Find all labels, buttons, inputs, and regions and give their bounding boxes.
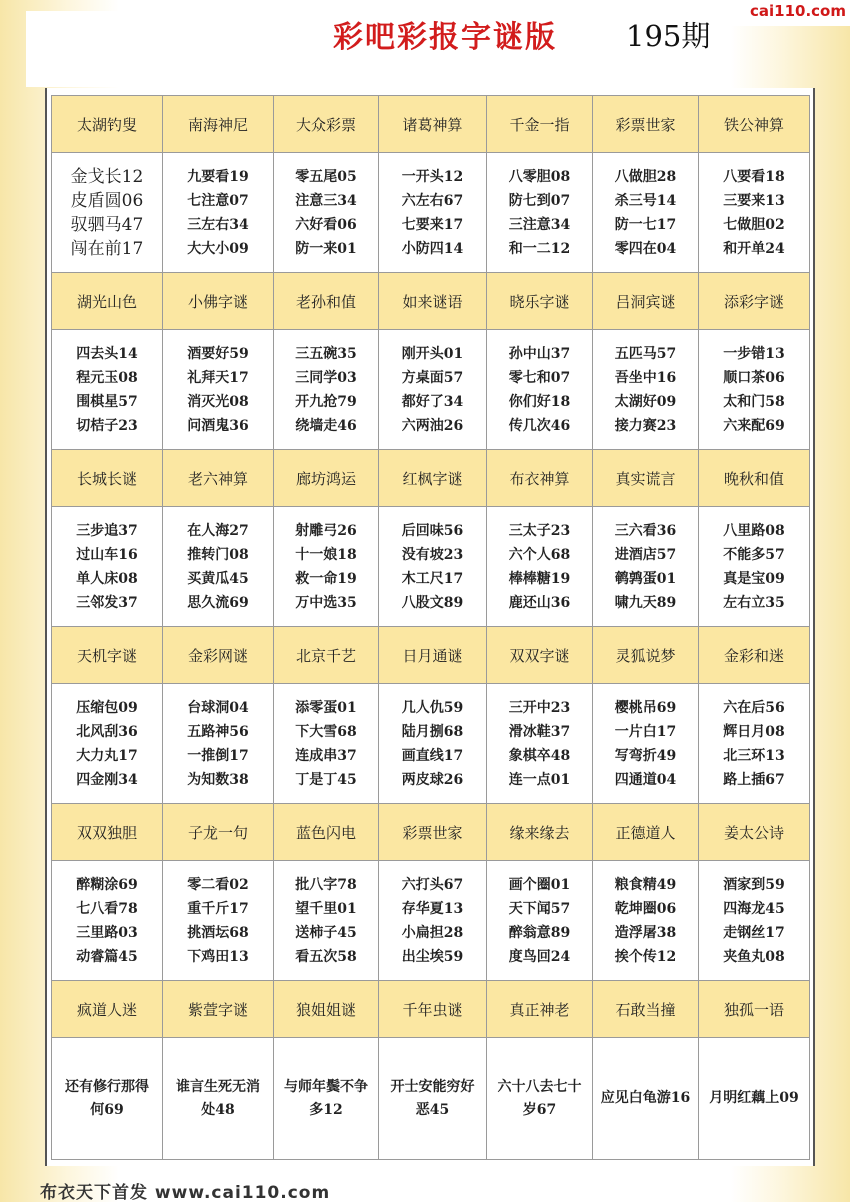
prediction-row <box>52 153 810 273</box>
header-row <box>52 450 810 507</box>
prediction-item: 谁言生死无消 <box>176 1078 260 1095</box>
prediction-item: 存华夏13 <box>401 900 464 917</box>
column-header: 蓝色闪电 <box>274 804 379 861</box>
column-header: 金彩和迷 <box>699 627 810 684</box>
prediction-item: 多12 <box>309 1101 343 1118</box>
column-header: 千金一指 <box>487 96 593 153</box>
header-row <box>52 804 810 861</box>
prediction-item: 北风刮36 <box>76 723 138 740</box>
prediction-item: 过山车16 <box>76 546 138 563</box>
prediction-item: 十一娘18 <box>295 546 357 563</box>
prediction-item: 绕墙走46 <box>295 417 357 434</box>
prediction-item: 动睿篇45 <box>76 948 138 965</box>
prediction-cell <box>593 1038 699 1160</box>
prediction-item: 后回味56 <box>401 522 464 539</box>
prediction-item: 零二看02 <box>187 876 249 893</box>
prediction-cell <box>274 507 379 627</box>
prediction-item: 写弯折49 <box>614 747 677 764</box>
column-header: 子龙一句 <box>163 804 274 861</box>
prediction-item: 三五碗35 <box>295 345 357 362</box>
prediction-item: 刚开头01 <box>401 345 464 362</box>
prediction-item: 防一七17 <box>614 216 677 233</box>
prediction-item: 三里路03 <box>76 924 138 941</box>
prediction-item: 走钢丝17 <box>723 924 785 941</box>
prediction-cell <box>52 330 163 450</box>
column-header: 姜太公诗 <box>699 804 810 861</box>
column-header: 真实谎言 <box>593 450 699 507</box>
prediction-item: 大力丸17 <box>76 747 138 764</box>
prediction-item: 挨个传12 <box>614 948 677 965</box>
prediction-item: 醉糊涂69 <box>76 876 138 893</box>
column-header: 双双独胆 <box>52 804 163 861</box>
prediction-item: 传几次46 <box>508 417 571 434</box>
prediction-item: 万中选35 <box>295 594 357 611</box>
prediction-item: 驭驷马47 <box>70 214 144 235</box>
prediction-row <box>52 330 810 450</box>
prediction-cell <box>52 861 163 981</box>
column-header: 正德道人 <box>593 804 699 861</box>
prediction-item: 太湖好09 <box>614 393 677 410</box>
prediction-item: 应见白龟游16 <box>600 1090 691 1106</box>
prediction-item: 月明红藕上09 <box>709 1090 799 1106</box>
prediction-item: 四通道04 <box>614 771 677 788</box>
prediction-item: 滑冰鞋37 <box>508 723 571 740</box>
prediction-item: 救一命19 <box>295 570 357 587</box>
prediction-item: 送柿子45 <box>295 924 357 941</box>
prediction-item: 六左右67 <box>401 192 464 209</box>
prediction-cell <box>379 507 487 627</box>
prediction-cell <box>379 1038 487 1160</box>
prediction-item: 没有坡23 <box>401 546 464 563</box>
prediction-item: 八做胆28 <box>614 168 677 185</box>
column-header: 铁公神算 <box>699 96 810 153</box>
prediction-cell <box>487 153 593 273</box>
prediction-item: 不能多57 <box>723 546 785 563</box>
prediction-cell <box>699 861 810 981</box>
column-header: 如来谜语 <box>379 273 487 330</box>
column-header: 红枫字谜 <box>379 450 487 507</box>
prediction-item: 程元玉08 <box>76 369 138 386</box>
blank-area-left <box>26 11 289 87</box>
prediction-cell <box>487 861 593 981</box>
prediction-cell <box>52 684 163 804</box>
prediction-item: 棒棒糖19 <box>508 570 571 587</box>
prediction-item: 七八看78 <box>76 900 138 917</box>
prediction-cell <box>593 684 699 804</box>
prediction-cell <box>163 330 274 450</box>
prediction-item: 八里路08 <box>723 522 785 539</box>
prediction-cell <box>593 330 699 450</box>
prediction-item: 度鸟回24 <box>508 948 571 965</box>
prediction-item: 七注意07 <box>187 192 249 209</box>
prediction-item: 路上插67 <box>723 771 785 788</box>
prediction-item: 三步追37 <box>76 522 138 539</box>
prediction-item: 小扁担28 <box>401 924 464 941</box>
prediction-item: 一片白17 <box>614 723 677 740</box>
prediction-item: 一推倒17 <box>187 747 249 764</box>
column-header: 疯道人迷 <box>52 981 163 1038</box>
prediction-item: 象棋卒48 <box>508 747 571 764</box>
prediction-item: 问酒鬼36 <box>187 417 249 434</box>
page-title: 彩吧彩报字谜版 <box>333 20 557 55</box>
prediction-item: 零四在04 <box>614 240 677 257</box>
header-row <box>52 273 810 330</box>
prediction-cell <box>274 861 379 981</box>
prediction-item: 啸九天89 <box>614 594 677 611</box>
prediction-item: 防七到07 <box>508 192 571 209</box>
prediction-cell <box>699 330 810 450</box>
prediction-item: 三注意34 <box>508 216 571 233</box>
prediction-item: 出尘埃59 <box>401 948 464 965</box>
prediction-item: 推转门08 <box>187 546 249 563</box>
prediction-item: 几人仇59 <box>401 699 464 716</box>
prediction-item: 吾坐中16 <box>614 369 677 386</box>
prediction-item: 陆月捌68 <box>401 723 464 740</box>
prediction-item: 三左右34 <box>187 216 249 233</box>
prediction-item: 金戈长12 <box>70 166 144 187</box>
prediction-item: 醉翁意89 <box>508 924 571 941</box>
prediction-item: 买黄瓜45 <box>187 570 249 587</box>
column-header: 日月通谜 <box>379 627 487 684</box>
prediction-item: 北三环13 <box>723 747 785 764</box>
prediction-cell <box>487 1038 593 1160</box>
prediction-item: 六十八去七十 <box>497 1078 582 1095</box>
prediction-item: 左右立35 <box>723 594 785 611</box>
prediction-item: 单人床08 <box>76 570 138 587</box>
header-row <box>52 96 810 153</box>
prediction-row <box>52 861 810 981</box>
prediction-cell <box>699 684 810 804</box>
prediction-item: 礼拜天17 <box>187 369 249 386</box>
footer-credit: 布衣天下首发 www.cai110.com <box>40 1183 331 1202</box>
prediction-item: 酒要好59 <box>187 345 249 362</box>
prediction-item: 天下闻57 <box>508 900 571 917</box>
prediction-cell <box>52 153 163 273</box>
prediction-item: 防一来01 <box>295 240 357 257</box>
prediction-item: 顺口茶06 <box>723 369 785 386</box>
column-header: 老六神算 <box>163 450 274 507</box>
prediction-cell <box>487 330 593 450</box>
prediction-item: 孙中山37 <box>508 345 571 362</box>
column-header: 太湖钓叟 <box>52 96 163 153</box>
prediction-item: 消灭光08 <box>187 393 249 410</box>
prediction-item: 两皮球26 <box>401 771 464 788</box>
prediction-cell <box>163 861 274 981</box>
prediction-item: 和开单24 <box>723 240 785 257</box>
prediction-cell <box>274 684 379 804</box>
prediction-cell <box>699 507 810 627</box>
prediction-item: 三同学03 <box>295 369 357 386</box>
column-header: 吕洞宾谜 <box>593 273 699 330</box>
prediction-item: 下鸡田13 <box>187 948 249 965</box>
prediction-item: 进酒店57 <box>614 546 677 563</box>
prediction-item: 还有修行那得 <box>65 1078 149 1095</box>
prediction-item: 三要来13 <box>723 192 785 209</box>
column-header: 北京千艺 <box>274 627 379 684</box>
prediction-item: 接力赛23 <box>614 417 677 434</box>
prediction-item: 台球洞04 <box>187 699 249 716</box>
prediction-item: 木工尺17 <box>401 570 464 587</box>
site-url[interactable]: cai110.com <box>750 2 846 20</box>
prediction-item: 辉日月08 <box>723 723 785 740</box>
prediction-item: 七做胆02 <box>723 216 785 233</box>
prediction-item: 恶45 <box>415 1101 450 1118</box>
prediction-item: 四去头14 <box>76 345 138 362</box>
header-row <box>52 627 810 684</box>
column-header: 天机字谜 <box>52 627 163 684</box>
prediction-row <box>52 1038 810 1160</box>
prediction-item: 酒家到59 <box>723 876 785 893</box>
column-header: 独孤一语 <box>699 981 810 1038</box>
prediction-cell <box>593 153 699 273</box>
prediction-item: 真是宝09 <box>723 570 785 587</box>
column-header: 布衣神算 <box>487 450 593 507</box>
prediction-item: 八股文89 <box>401 594 464 611</box>
column-header: 紫萱字谜 <box>163 981 274 1038</box>
prediction-item: 樱桃吊69 <box>614 699 677 716</box>
prediction-item: 大大小09 <box>187 240 249 257</box>
prediction-item: 下大雪68 <box>295 723 357 740</box>
prediction-item: 方桌面57 <box>401 369 464 386</box>
prediction-item: 看五次58 <box>295 948 357 965</box>
column-header: 彩票世家 <box>593 96 699 153</box>
column-header: 金彩网谜 <box>163 627 274 684</box>
prediction-item: 零五尾05 <box>295 168 357 185</box>
prediction-item: 望千里01 <box>295 900 357 917</box>
prediction-cell <box>52 1038 163 1160</box>
prediction-item: 造浮屠38 <box>614 924 677 941</box>
issue-number: 195期 <box>626 19 711 53</box>
prediction-item: 连成串37 <box>295 747 357 764</box>
prediction-item: 一开头12 <box>401 168 464 185</box>
puzzle-table <box>51 95 810 1160</box>
prediction-cell <box>487 684 593 804</box>
prediction-item: 太和门58 <box>723 393 785 410</box>
prediction-item: 杀三号14 <box>614 192 677 209</box>
column-header: 廊坊鸿运 <box>274 450 379 507</box>
prediction-cell <box>699 153 810 273</box>
prediction-cell <box>163 153 274 273</box>
prediction-cell <box>699 1038 810 1160</box>
prediction-item: 八要看18 <box>723 168 785 185</box>
prediction-item: 粮食精49 <box>614 876 677 893</box>
prediction-item: 四金刚34 <box>76 771 138 788</box>
column-header: 双双字谜 <box>487 627 593 684</box>
prediction-item: 六来配69 <box>723 417 785 434</box>
prediction-item: 丁是丁45 <box>295 771 357 788</box>
prediction-item: 八零胆08 <box>508 168 571 185</box>
prediction-item: 你们好18 <box>508 393 571 410</box>
prediction-item: 开士安能穷好 <box>390 1078 475 1095</box>
prediction-item: 压缩包09 <box>76 699 138 716</box>
prediction-item: 添零蛋01 <box>295 699 357 716</box>
prediction-item: 三六看36 <box>614 522 677 539</box>
prediction-item: 三太子23 <box>508 522 571 539</box>
prediction-cell <box>52 507 163 627</box>
prediction-cell <box>593 861 699 981</box>
prediction-item: 九要看19 <box>187 168 249 185</box>
prediction-item: 开九抢79 <box>295 393 357 410</box>
column-header: 缘来缘去 <box>487 804 593 861</box>
prediction-item: 一步错13 <box>723 345 785 362</box>
prediction-item: 射雕弓26 <box>295 522 357 539</box>
prediction-item: 乾坤圈06 <box>614 900 677 917</box>
column-header: 添彩字谜 <box>699 273 810 330</box>
column-header: 南海神尼 <box>163 96 274 153</box>
prediction-item: 画个圈01 <box>508 876 571 893</box>
column-header: 彩票世家 <box>379 804 487 861</box>
prediction-item: 鹿还山36 <box>508 594 571 611</box>
prediction-item: 七要来17 <box>401 216 464 233</box>
prediction-item: 画直线17 <box>401 747 464 764</box>
column-header: 诸葛神算 <box>379 96 487 153</box>
column-header: 老孙和值 <box>274 273 379 330</box>
prediction-item: 六好看06 <box>295 216 357 233</box>
prediction-item: 六打头67 <box>401 876 464 893</box>
prediction-cell <box>274 153 379 273</box>
prediction-item: 批八字78 <box>295 876 357 893</box>
prediction-item: 皮盾圆06 <box>70 190 144 211</box>
header-row <box>52 981 810 1038</box>
prediction-row <box>52 507 810 627</box>
prediction-cell <box>274 1038 379 1160</box>
prediction-cell <box>163 507 274 627</box>
column-header: 狼姐姐谜 <box>274 981 379 1038</box>
column-header: 晓乐字谜 <box>487 273 593 330</box>
prediction-cell <box>379 330 487 450</box>
prediction-item: 五匹马57 <box>614 345 677 362</box>
prediction-cell <box>487 507 593 627</box>
prediction-item: 围棋星57 <box>76 393 138 410</box>
prediction-item: 六在后56 <box>723 699 785 716</box>
prediction-item: 六个人68 <box>508 546 571 563</box>
column-header: 长城长谜 <box>52 450 163 507</box>
prediction-item: 六两油26 <box>401 417 464 434</box>
prediction-cell <box>379 861 487 981</box>
prediction-item: 挑酒坛68 <box>187 924 249 941</box>
prediction-row <box>52 684 810 804</box>
prediction-item: 切桔子23 <box>76 417 138 434</box>
prediction-item: 零七和07 <box>508 369 571 386</box>
column-header: 小佛字谜 <box>163 273 274 330</box>
prediction-cell <box>274 330 379 450</box>
prediction-item: 小防四14 <box>401 240 464 257</box>
column-header: 真正神老 <box>487 981 593 1038</box>
blank-area-middle <box>352 52 584 83</box>
prediction-item: 思久流69 <box>187 594 249 611</box>
prediction-item: 都好了34 <box>401 393 464 410</box>
prediction-item: 连一点01 <box>508 771 571 788</box>
column-header: 晚秋和值 <box>699 450 810 507</box>
prediction-item: 重千斤17 <box>187 900 249 917</box>
prediction-item: 处48 <box>201 1101 235 1118</box>
prediction-item: 三邻发37 <box>76 594 138 611</box>
prediction-item: 五路神56 <box>187 723 249 740</box>
prediction-cell <box>163 684 274 804</box>
prediction-item: 岁67 <box>522 1101 557 1118</box>
column-header: 石敢当撞 <box>593 981 699 1038</box>
prediction-item: 何69 <box>90 1101 124 1118</box>
prediction-item: 与师年鬓不争 <box>284 1078 368 1095</box>
column-header: 大众彩票 <box>274 96 379 153</box>
prediction-item: 在人海27 <box>187 522 249 539</box>
prediction-cell <box>163 1038 274 1160</box>
prediction-item: 为知数38 <box>187 771 249 788</box>
prediction-item: 夹鱼丸08 <box>723 948 785 965</box>
prediction-item: 注意三34 <box>295 192 357 209</box>
prediction-cell <box>379 153 487 273</box>
prediction-item: 和一二12 <box>508 240 571 257</box>
column-header: 灵狐说梦 <box>593 627 699 684</box>
column-header: 湖光山色 <box>52 273 163 330</box>
prediction-item: 四海龙45 <box>723 900 785 917</box>
prediction-item: 闯在前17 <box>70 238 144 259</box>
prediction-cell <box>593 507 699 627</box>
prediction-cell <box>379 684 487 804</box>
prediction-item: 三开中23 <box>508 699 571 716</box>
prediction-item: 鹌鹑蛋01 <box>614 570 677 587</box>
column-header: 千年虫谜 <box>379 981 487 1038</box>
